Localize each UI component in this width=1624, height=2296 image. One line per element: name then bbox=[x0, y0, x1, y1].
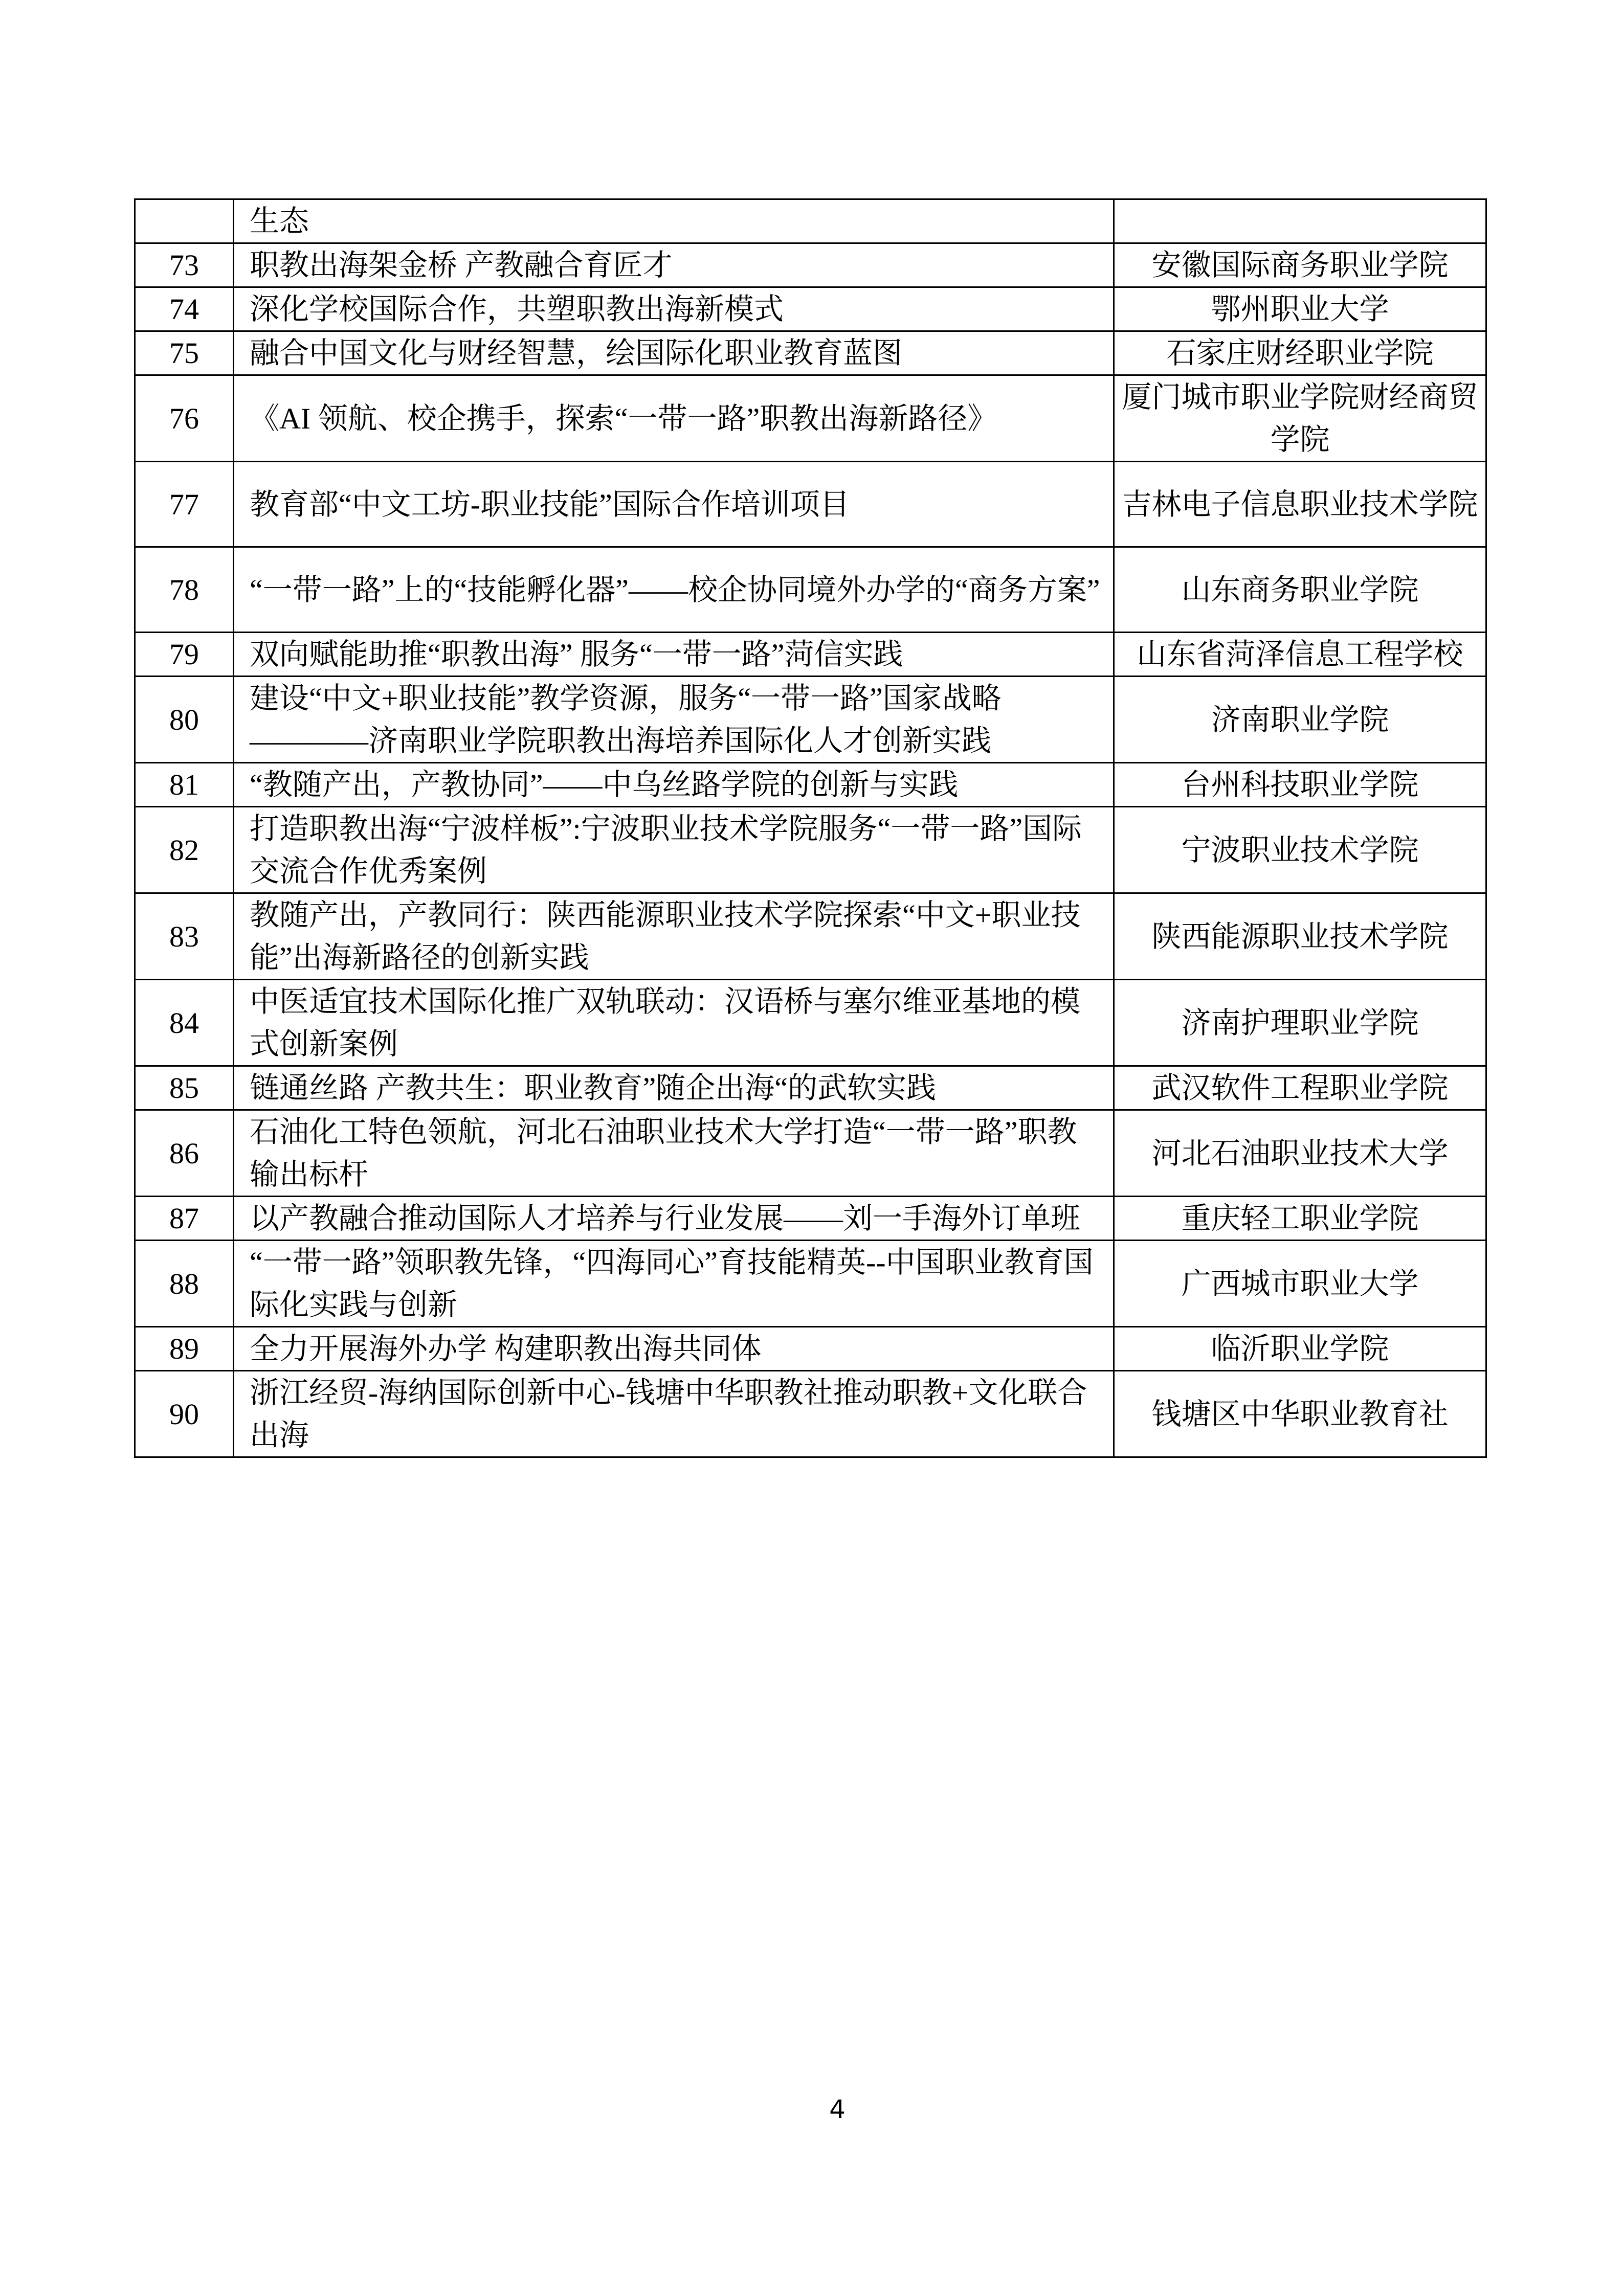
row-number: 81 bbox=[135, 763, 234, 807]
case-title: “一带一路”上的“技能孵化器”——校企协同境外办学的“商务方案” bbox=[234, 547, 1114, 633]
row-number: 74 bbox=[135, 287, 234, 331]
row-number: 80 bbox=[135, 677, 234, 763]
table-row bbox=[135, 331, 1486, 375]
table-row bbox=[135, 462, 1486, 547]
case-title: 链通丝路 产教共生：职业教育”随企出海“的武软实践 bbox=[234, 1066, 1114, 1110]
case-title: 石油化工特色领航，河北石油职业技术大学打造“一带一路”职教输出标杆 bbox=[234, 1110, 1114, 1197]
case-title: 以产教融合推动国际人才培养与行业发展——刘一手海外订单班 bbox=[234, 1197, 1114, 1241]
case-title: 融合中国文化与财经智慧，绘国际化职业教育蓝图 bbox=[234, 331, 1114, 375]
case-title: “教随产出，产教协同”——中乌丝路学院的创新与实践 bbox=[234, 763, 1114, 807]
case-title: 《AI 领航、校企携手，探索“一带一路”职教出海新路径》 bbox=[234, 375, 1114, 462]
page-number: 4 bbox=[829, 2095, 846, 2124]
row-number: 76 bbox=[135, 375, 234, 462]
case-title: 打造职教出海“宁波样板”:宁波职业技术学院服务“一带一路”国际交流合作优秀案例 bbox=[234, 807, 1114, 893]
table-row bbox=[135, 763, 1486, 807]
case-title: 建设“中文+职业技能”教学资源，服务“一带一路”国家战略————济南职业学院职教出海培养国际化人才创新实践 bbox=[234, 677, 1114, 763]
row-number: 77 bbox=[135, 462, 234, 547]
institution-name: 济南护理职业学院 bbox=[1114, 980, 1486, 1066]
case-title: 教育部“中文工坊-职业技能”国际合作培训项目 bbox=[234, 462, 1114, 547]
institution-name: 山东商务职业学院 bbox=[1114, 547, 1486, 633]
case-title: 全力开展海外办学 构建职教出海共同体 bbox=[234, 1327, 1114, 1371]
institution-name: 武汉软件工程职业学院 bbox=[1114, 1066, 1486, 1110]
table-row bbox=[135, 633, 1486, 677]
table-row bbox=[135, 1327, 1486, 1371]
case-title: 生态 bbox=[234, 199, 1114, 243]
row-number: 88 bbox=[135, 1241, 234, 1327]
institution-name: 厦门城市职业学院财经商贸学院 bbox=[1114, 375, 1486, 462]
table-row bbox=[135, 287, 1486, 331]
institution-name: 重庆轻工职业学院 bbox=[1114, 1197, 1486, 1241]
row-number: 75 bbox=[135, 331, 234, 375]
table-row bbox=[135, 243, 1486, 287]
table-row bbox=[135, 1110, 1486, 1197]
table-row bbox=[135, 893, 1486, 980]
table-row bbox=[135, 677, 1486, 763]
row-number: 90 bbox=[135, 1371, 234, 1457]
institution-name: 河北石油职业技术大学 bbox=[1114, 1110, 1486, 1197]
row-number: 82 bbox=[135, 807, 234, 893]
institution-name: 临沂职业学院 bbox=[1114, 1327, 1486, 1371]
institution-name: 石家庄财经职业学院 bbox=[1114, 331, 1486, 375]
row-number: 83 bbox=[135, 893, 234, 980]
institution-name: 鄂州职业大学 bbox=[1114, 287, 1486, 331]
institution-name: 济南职业学院 bbox=[1114, 677, 1486, 763]
case-title: 双向赋能助推“职教出海” 服务“一带一路”菏信实践 bbox=[234, 633, 1114, 677]
institution-name: 钱塘区中华职业教育社 bbox=[1114, 1371, 1486, 1457]
case-title: 浙江经贸-海纳国际创新中心-钱塘中华职教社推动职教+文化联合出海 bbox=[234, 1371, 1114, 1457]
row-number: 86 bbox=[135, 1110, 234, 1197]
row-number: 78 bbox=[135, 547, 234, 633]
institution-name: 安徽国际商务职业学院 bbox=[1114, 243, 1486, 287]
table-row bbox=[135, 199, 1486, 243]
institution-name: 宁波职业技术学院 bbox=[1114, 807, 1486, 893]
row-number: 87 bbox=[135, 1197, 234, 1241]
table-row bbox=[135, 1066, 1486, 1110]
row-number bbox=[135, 199, 234, 243]
institution-name: 广西城市职业大学 bbox=[1114, 1241, 1486, 1327]
row-number: 89 bbox=[135, 1327, 234, 1371]
case-title: “一带一路”领职教先锋，“四海同心”育技能精英--中国职业教育国际化实践与创新 bbox=[234, 1241, 1114, 1327]
case-title: 职教出海架金桥 产教融合育匠才 bbox=[234, 243, 1114, 287]
row-number: 84 bbox=[135, 980, 234, 1066]
case-title: 深化学校国际合作，共塑职教出海新模式 bbox=[234, 287, 1114, 331]
table-row bbox=[135, 1241, 1486, 1327]
row-number: 79 bbox=[135, 633, 234, 677]
table-row bbox=[135, 1371, 1486, 1457]
institution-name: 陕西能源职业技术学院 bbox=[1114, 893, 1486, 980]
table-row bbox=[135, 375, 1486, 462]
case-title: 教随产出，产教同行：陕西能源职业技术学院探索“中文+职业技能”出海新路径的创新实践 bbox=[234, 893, 1114, 980]
table-row bbox=[135, 1197, 1486, 1241]
institution-name: 吉林电子信息职业技术学院 bbox=[1114, 462, 1486, 547]
case-title: 中医适宜技术国际化推广双轨联动：汉语桥与塞尔维亚基地的模式创新案例 bbox=[234, 980, 1114, 1066]
row-number: 85 bbox=[135, 1066, 234, 1110]
table-row bbox=[135, 807, 1486, 893]
institution-name bbox=[1114, 199, 1486, 243]
table-body bbox=[135, 199, 1486, 1457]
institution-name: 台州科技职业学院 bbox=[1114, 763, 1486, 807]
institution-name: 山东省菏泽信息工程学校 bbox=[1114, 633, 1486, 677]
table-row bbox=[135, 547, 1486, 633]
case-list-table bbox=[134, 198, 1487, 1458]
row-number: 73 bbox=[135, 243, 234, 287]
table-row bbox=[135, 980, 1486, 1066]
